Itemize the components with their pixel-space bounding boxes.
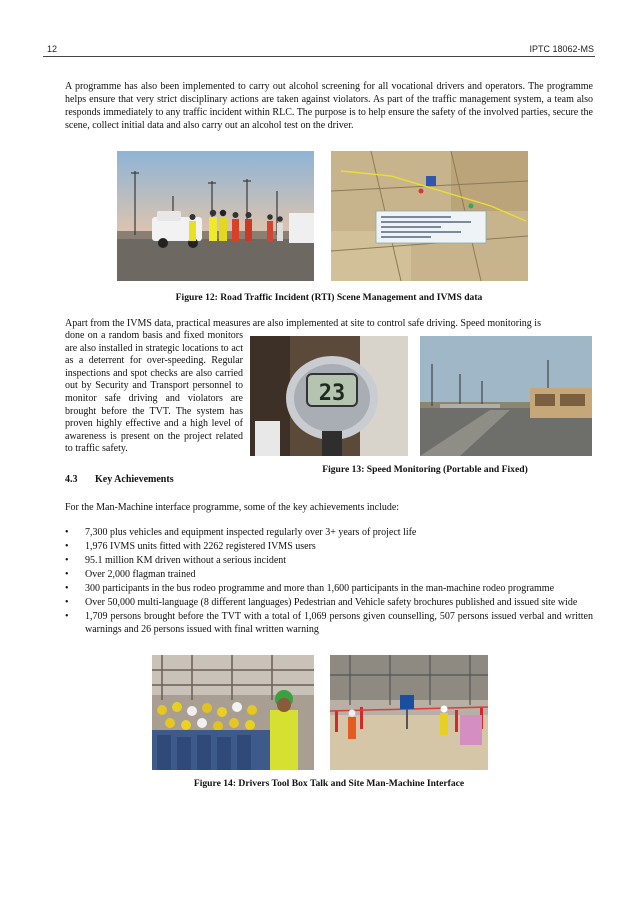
- list-item: • Over 50,000 multi-language (8 different languages) Pedestrian and Vehicle safety brochures published and issued site wide: [65, 596, 593, 609]
- list-item: • Over 2,000 flagman trained: [65, 568, 593, 581]
- header-rule: [43, 56, 595, 57]
- list-item: • 95.1 million KM driven without a serious incident: [65, 554, 593, 567]
- section-title: Key Achievements: [95, 474, 174, 485]
- figure12-caption: Figure 12: Road Traffic Incident (RTI) Scene Management and IVMS data: [175, 292, 483, 303]
- speed-display-readout: 23: [318, 381, 346, 406]
- list-item: • 1,709 persons brought before the TVT with a total of 1,069 persons given counselling, 507 persons issued verbal and written warnings and 26 persons issued with final written warning: [65, 610, 593, 636]
- figure13-caption: Figure 13: Speed Monitoring (Portable and Fixed): [322, 464, 528, 475]
- speed-paragraph-first-line: Apart from the IVMS data, practical measures are also implemented at site to control safe driving. Speed monitoring is: [65, 318, 541, 329]
- achievements-list: [65, 526, 593, 637]
- toolbox-talk-photo: [152, 655, 314, 770]
- list-item: • 300 participants in the bus rodeo programme and more than 1,600 participants in the man-machine rodeo programme: [65, 582, 593, 595]
- site-man-machine-photo: [330, 655, 488, 770]
- figure14-caption: Figure 14: Drivers Tool Box Talk and Site Man-Machine Interface: [193, 778, 465, 789]
- achievements-intro: For the Man-Machine interface programme, some of the key achievements include:: [65, 502, 400, 513]
- rti-scene-photo: [117, 151, 314, 281]
- speed-paragraph-rest: done on a random basis and fixed monitors are also installed in strategic locations to act as a deterrent for over-speeding. Regular inspections and spot checks are also carried out by Security and Transport personnel to monitor safe driving and violators are brought before the TVT. The system has proven highly effective and a high level of awareness is present on the project related to traffic safety.: [65, 330, 243, 455]
- list-item: • 7,300 plus vehicles and equipment inspected regularly over 3+ years of project life: [65, 526, 593, 539]
- section-number: 4.3: [65, 474, 78, 485]
- page-number: 12: [47, 44, 58, 54]
- speed-gun-photo: [250, 336, 408, 456]
- list-item: • 1,976 IVMS units fitted with 2262 registered IVMS users: [65, 540, 593, 553]
- section-heading: [65, 474, 174, 485]
- paper-id: IPTC 18062-MS: [529, 44, 594, 54]
- intro-paragraph: A programme has also been implemented to carry out alcohol screening for all vocational drivers and operators. The programme helps ensure that very strict disciplinary actions are taken against violators. As part of the traffic management system, a team also responds immediately to any traffic incident within RLC. The purpose is to help ensure the safety of the involved parties, secure the scene, collect initial data and also carry out an alcohol test on the driver.: [65, 81, 593, 131]
- fixed-speed-monitor-photo: [420, 336, 592, 456]
- ivms-map-photo: [331, 151, 528, 281]
